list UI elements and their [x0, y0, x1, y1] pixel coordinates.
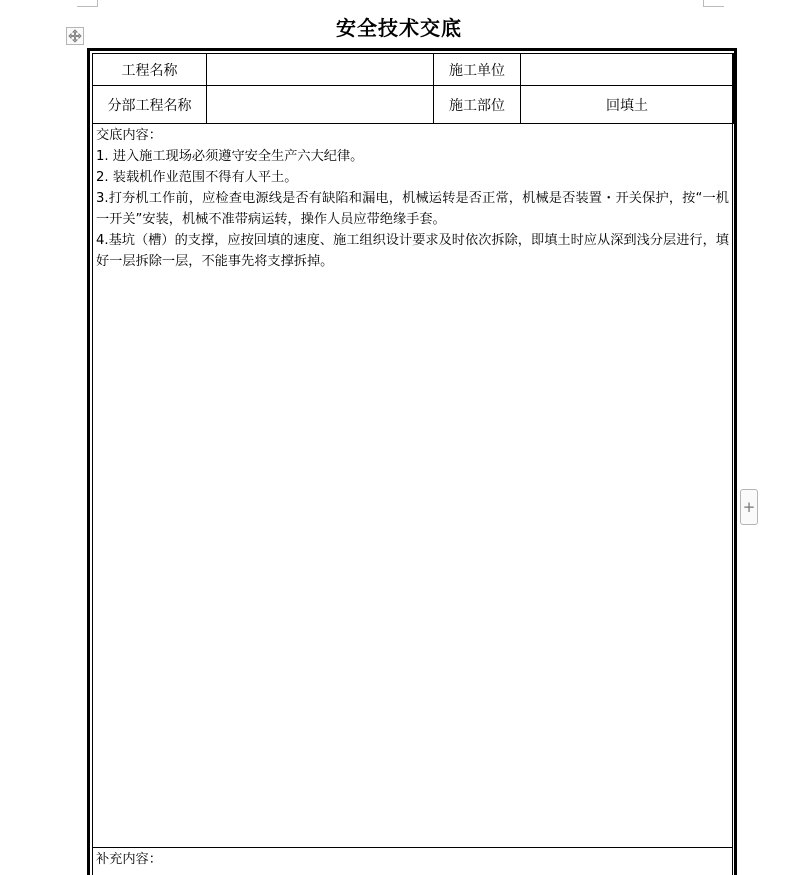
construction-unit-value[interactable] [521, 54, 734, 86]
table-row [93, 54, 734, 86]
briefing-item-1: 1. 进入施工现场必须遵守安全生产六大纪律。 [96, 149, 364, 164]
add-row-button[interactable] [740, 489, 758, 525]
construction-unit-label: 施工单位 [434, 54, 521, 86]
project-info-table [92, 53, 734, 124]
section-divider [92, 847, 733, 848]
project-name-label: 工程名称 [93, 54, 207, 86]
briefing-content[interactable] [96, 125, 729, 272]
construction-location-label: 施工部位 [434, 86, 521, 124]
briefing-item-4: 4.基坑（槽）的支撑，应按回填的速度、施工组织设计要求及时依次拆除，即填土时应从深到浅分层进行，填好一层拆除一层，不能事先将支撑拆掉。 [96, 233, 729, 269]
table-move-handle[interactable] [66, 27, 84, 45]
briefing-item-2: 2. 装载机作业范围不得有人平土。 [96, 170, 298, 185]
supplement-heading[interactable]: 补充内容： [96, 852, 162, 867]
plus-icon: + [742, 498, 756, 516]
table-row [93, 86, 734, 124]
project-name-value[interactable] [207, 54, 434, 86]
briefing-item-3: 3.打夯机工作前，应检查电源线是否有缺陷和漏电，机械运转是否正常，机械是否装置・开关保护，按“一机一开关”安装，机械不准带病运转，操作人员应带绝缘手套。 [96, 191, 729, 227]
construction-location-value[interactable]: 回填土 [521, 86, 734, 124]
document-title: 安全技术交底 [336, 16, 462, 40]
crop-mark-right [703, 0, 724, 7]
sub-project-name-label: 分部工程名称 [93, 86, 207, 124]
briefing-heading: 交底内容： [96, 128, 162, 143]
sub-project-name-value[interactable] [207, 86, 434, 124]
move-icon [68, 29, 82, 43]
crop-mark-left [77, 0, 98, 7]
